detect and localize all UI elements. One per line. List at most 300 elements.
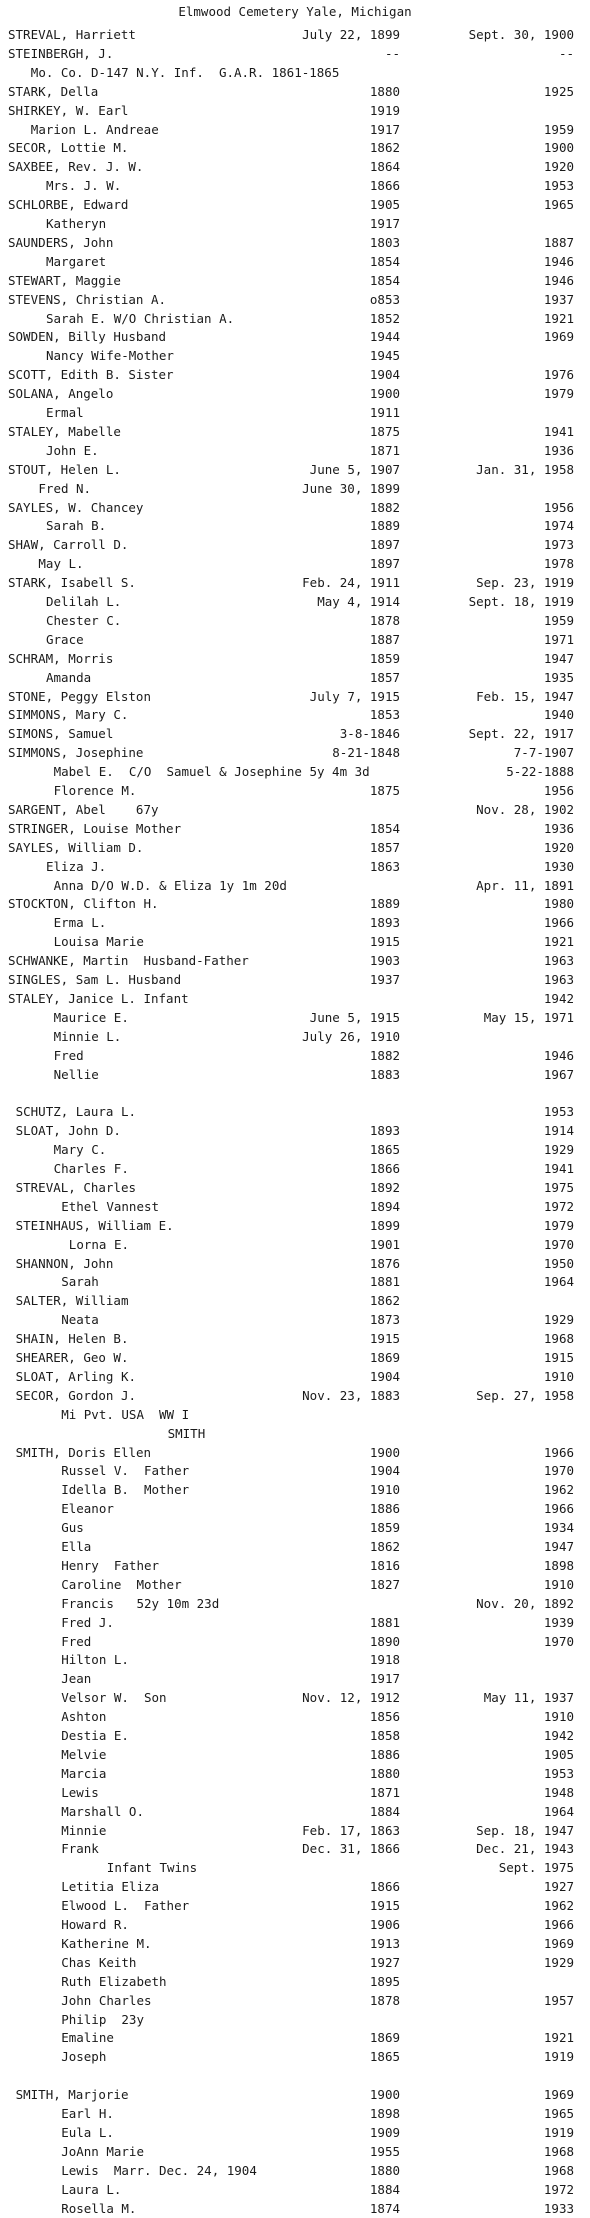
record-name: STEWART, Maggie bbox=[8, 272, 121, 288]
record-name: Marcia bbox=[61, 1765, 107, 1781]
record-death: Sep. 23, 1919 bbox=[476, 575, 574, 591]
record-birth: Nov. 12, 1912 bbox=[302, 1690, 400, 1706]
record-death: 1910 bbox=[543, 1368, 574, 1384]
record-death: 1919 bbox=[543, 2049, 574, 2065]
record-row bbox=[0, 1084, 590, 1102]
record-death: 1972 bbox=[543, 1198, 574, 1214]
record-birth: 1895 bbox=[369, 1973, 400, 1989]
record-name: SLOAT, Arling K. bbox=[15, 1368, 137, 1384]
record-death: 1956 bbox=[543, 499, 574, 515]
record-row bbox=[0, 763, 590, 781]
record-name: SECOR, Gordon J. bbox=[15, 1387, 137, 1403]
record-name: Marshall O. bbox=[61, 1803, 144, 1819]
record-row bbox=[0, 1444, 590, 1462]
record-birth: 1875 bbox=[369, 423, 400, 439]
record-name: Minnie bbox=[61, 1822, 107, 1838]
record-name: Infant Twins bbox=[106, 1860, 198, 1876]
record-row bbox=[0, 1009, 590, 1027]
record-death: 1966 bbox=[543, 1501, 574, 1517]
record-birth: 1915 bbox=[369, 1898, 400, 1914]
record-name: SMITH, Doris Ellen bbox=[15, 1444, 152, 1460]
record-name: Mo. Co. D-147 N.Y. Inf. G.A.R. 1861-1865 bbox=[30, 64, 340, 80]
record-name: SAYLES, W. Chancey bbox=[8, 499, 144, 515]
record-death: Feb. 15, 1947 bbox=[476, 688, 574, 704]
record-name: Mrs. J. W. bbox=[46, 178, 122, 194]
record-death: 1953 bbox=[543, 1104, 574, 1120]
record-name: Emaline bbox=[61, 2030, 114, 2046]
record-birth: 8-21-1848 bbox=[332, 745, 400, 761]
record-name: STOCKTON, Clifton H. bbox=[8, 896, 159, 912]
record-birth: 1886 bbox=[369, 1746, 400, 1762]
record-row bbox=[0, 1840, 590, 1858]
record-death: 1930 bbox=[543, 858, 574, 874]
record-row bbox=[0, 2067, 590, 2085]
record-birth: 1897 bbox=[369, 556, 400, 572]
record-name: Howard R. bbox=[61, 1917, 129, 1932]
record-death: 7-7-1907 bbox=[513, 745, 574, 761]
record-birth: 1893 bbox=[369, 1123, 400, 1139]
record-birth: 1918 bbox=[369, 1652, 400, 1668]
record-row bbox=[0, 1746, 590, 1764]
record-death: 1969 bbox=[543, 2087, 574, 2103]
record-death: 1900 bbox=[543, 140, 574, 156]
record-name: STEINBERGH, J. bbox=[8, 45, 114, 61]
record-row bbox=[0, 2105, 590, 2123]
record-row bbox=[0, 1217, 590, 1235]
record-row bbox=[0, 1765, 590, 1783]
record-death: Nov. 28, 1902 bbox=[476, 801, 574, 817]
record-row bbox=[0, 2086, 590, 2104]
record-birth: 1865 bbox=[369, 2049, 400, 2065]
record-row bbox=[0, 1481, 590, 1499]
record-death: 1927 bbox=[543, 1879, 574, 1895]
record-row bbox=[0, 1538, 590, 1556]
record-birth: 1890 bbox=[369, 1633, 400, 1649]
record-birth: 1869 bbox=[369, 1350, 400, 1365]
record-name: Erma L. bbox=[53, 915, 107, 931]
record-birth: 1827 bbox=[369, 1576, 400, 1592]
record-birth: 1911 bbox=[369, 405, 400, 420]
record-name: Laura L. bbox=[61, 2181, 122, 2197]
record-row bbox=[0, 555, 590, 573]
record-row bbox=[0, 461, 590, 479]
record-name: SHIRKEY, W. Earl bbox=[8, 102, 129, 118]
record-row bbox=[0, 1595, 590, 1613]
record-row bbox=[0, 820, 590, 838]
record-death: 1976 bbox=[543, 367, 574, 383]
record-death: 1953 bbox=[543, 1765, 574, 1781]
record-birth: 1944 bbox=[369, 329, 400, 345]
record-birth: 1915 bbox=[369, 1331, 400, 1347]
record-name: Neata bbox=[61, 1312, 99, 1328]
record-name: Ethel Vannest bbox=[61, 1198, 160, 1214]
record-birth: 1904 bbox=[369, 1368, 400, 1384]
record-name: STONE, Peggy Elston bbox=[8, 688, 151, 704]
record-row bbox=[0, 1198, 590, 1216]
record-name: Idella B. Mother bbox=[61, 1482, 190, 1498]
record-row bbox=[0, 1878, 590, 1896]
record-death: 1934 bbox=[543, 1520, 574, 1536]
record-birth: 1893 bbox=[369, 915, 400, 931]
record-row bbox=[0, 1689, 590, 1707]
record-name: SIMONS, Samuel bbox=[8, 726, 114, 742]
record-death: Sept. 30, 1900 bbox=[468, 27, 574, 42]
record-birth: 1903 bbox=[369, 953, 400, 969]
record-row bbox=[0, 1160, 590, 1178]
record-death: 1940 bbox=[543, 707, 574, 723]
record-row bbox=[0, 347, 590, 365]
record-row bbox=[0, 2181, 590, 2199]
record-row bbox=[0, 1576, 590, 1594]
record-row bbox=[0, 1916, 590, 1934]
record-name: SHAW, Carroll D. bbox=[8, 537, 129, 553]
record-row bbox=[0, 782, 590, 800]
record-name: STEVENS, Christian A. bbox=[8, 291, 167, 307]
record-name: STOUT, Helen L. bbox=[8, 461, 121, 477]
record-death: 1939 bbox=[543, 1614, 574, 1630]
record-birth: 1874 bbox=[369, 2200, 400, 2216]
record-row bbox=[0, 499, 590, 517]
record-death: 1968 bbox=[543, 2143, 574, 2159]
record-death: 1964 bbox=[543, 1803, 574, 1819]
record-row bbox=[0, 990, 590, 1008]
record-death: 1975 bbox=[543, 1179, 574, 1195]
record-birth: 1856 bbox=[369, 1709, 400, 1725]
record-name: SCHRAM, Morris bbox=[8, 650, 114, 666]
record-birth: 1913 bbox=[369, 1935, 400, 1951]
record-name: SIMMONS, Josephine bbox=[8, 745, 144, 761]
record-row bbox=[0, 121, 590, 139]
record-row bbox=[0, 2124, 590, 2142]
record-death: 1963 bbox=[543, 953, 574, 969]
record-death: 1920 bbox=[543, 839, 574, 855]
record-name: SMITH, Marjorie bbox=[15, 2087, 129, 2103]
record-name: Sarah bbox=[61, 1274, 99, 1290]
record-row bbox=[0, 952, 590, 970]
record-death: 1941 bbox=[543, 423, 574, 439]
record-death: 1970 bbox=[543, 1463, 574, 1479]
record-row bbox=[0, 1727, 590, 1745]
record-row bbox=[0, 1708, 590, 1726]
record-name: SCOTT, Edith B. Sister bbox=[8, 367, 174, 383]
record-name: Russel V. Father bbox=[61, 1463, 190, 1479]
record-death: 1898 bbox=[543, 1557, 574, 1573]
record-name: Caroline Mother bbox=[61, 1576, 182, 1592]
record-birth: 1875 bbox=[369, 783, 400, 798]
record-row bbox=[0, 1406, 590, 1424]
record-birth: 1803 bbox=[369, 234, 400, 250]
record-birth: 1871 bbox=[369, 442, 400, 458]
record-birth: 1852 bbox=[369, 310, 400, 326]
record-row bbox=[0, 102, 590, 120]
record-row bbox=[0, 26, 590, 44]
record-birth: 1878 bbox=[369, 612, 400, 628]
record-birth: July 22, 1899 bbox=[302, 27, 400, 42]
record-name: Amanda bbox=[46, 669, 92, 685]
record-birth: 1886 bbox=[369, 1501, 400, 1517]
record-death: Jan. 31, 1958 bbox=[476, 461, 574, 477]
record-name: Francis 52y 10m 23d bbox=[61, 1595, 220, 1611]
record-row bbox=[0, 1973, 590, 1991]
record-name: Margaret bbox=[46, 253, 107, 269]
record-name: SARGENT, Abel 67y bbox=[8, 801, 159, 817]
record-death: 1967 bbox=[543, 1066, 574, 1082]
record-death: 1950 bbox=[543, 1255, 574, 1271]
record-row bbox=[0, 1557, 590, 1575]
record-death: 1947 bbox=[543, 1539, 574, 1554]
record-row bbox=[0, 933, 590, 951]
record-name: Sarah E. W/O Christian A. bbox=[46, 310, 235, 326]
record-death: Sep. 18, 1947 bbox=[476, 1822, 574, 1838]
record-death: -- bbox=[558, 45, 574, 61]
record-name: Fred J. bbox=[61, 1614, 114, 1630]
record-row bbox=[0, 64, 590, 82]
record-name: Mary C. bbox=[53, 1142, 107, 1158]
record-birth: 1917 bbox=[369, 216, 400, 231]
record-name: Mabel E. C/O Samuel & Josephine 5y 4m 3d bbox=[53, 764, 370, 780]
record-row bbox=[0, 83, 590, 101]
record-name: Melvie bbox=[61, 1746, 107, 1762]
record-death: May 15, 1971 bbox=[483, 1009, 574, 1025]
record-name: Eula L. bbox=[61, 2124, 114, 2140]
record-row bbox=[0, 631, 590, 649]
record-name: Chester C. bbox=[46, 612, 122, 628]
record-name: SALTER, William bbox=[15, 1293, 129, 1309]
record-birth: 1900 bbox=[369, 1444, 400, 1460]
record-birth: 1917 bbox=[369, 1671, 400, 1687]
record-death: 5-22-1888 bbox=[506, 764, 574, 780]
record-name: May L. bbox=[38, 556, 84, 572]
record-row bbox=[0, 1935, 590, 1953]
record-death: 1969 bbox=[543, 329, 574, 345]
record-name: Maurice E. bbox=[53, 1009, 129, 1025]
record-row bbox=[0, 177, 590, 195]
record-death: 1978 bbox=[543, 556, 574, 572]
record-row bbox=[0, 1179, 590, 1197]
record-birth: 1854 bbox=[369, 272, 400, 288]
record-name: Grace bbox=[46, 631, 84, 647]
record-death: 1948 bbox=[543, 1784, 574, 1800]
record-row bbox=[0, 1236, 590, 1254]
record-birth: 1854 bbox=[369, 253, 400, 269]
record-row bbox=[0, 1859, 590, 1877]
record-row bbox=[0, 215, 590, 233]
record-birth: 1880 bbox=[369, 2162, 400, 2178]
record-death: 1964 bbox=[543, 1274, 574, 1290]
record-birth: 1882 bbox=[369, 499, 400, 515]
record-row bbox=[0, 744, 590, 762]
record-birth: Dec. 31, 1866 bbox=[302, 1841, 400, 1857]
record-death: 1925 bbox=[543, 83, 574, 99]
record-row bbox=[0, 2162, 590, 2180]
record-birth: 1865 bbox=[369, 1142, 400, 1158]
record-death: 1970 bbox=[543, 1633, 574, 1649]
record-row bbox=[0, 272, 590, 290]
record-birth: 1892 bbox=[369, 1179, 400, 1195]
record-death: 1929 bbox=[543, 1954, 574, 1970]
record-birth: 1859 bbox=[369, 1520, 400, 1536]
record-birth: 1869 bbox=[369, 2030, 400, 2046]
record-death: 1966 bbox=[543, 1444, 574, 1460]
record-name: John E. bbox=[46, 442, 99, 458]
record-row bbox=[0, 669, 590, 687]
record-name: STALEY, Mabelle bbox=[8, 423, 121, 439]
record-row bbox=[0, 1633, 590, 1651]
record-row bbox=[0, 801, 590, 819]
record-row bbox=[0, 1349, 590, 1367]
record-name: Fred bbox=[61, 1633, 92, 1649]
record-row bbox=[0, 423, 590, 441]
record-birth: o853 bbox=[369, 291, 400, 307]
record-row bbox=[0, 1897, 590, 1915]
record-row bbox=[0, 1784, 590, 1802]
record-death: 1979 bbox=[543, 386, 574, 402]
record-birth: 1880 bbox=[369, 83, 400, 99]
record-row bbox=[0, 1330, 590, 1348]
record-name: Destia E. bbox=[61, 1728, 129, 1743]
record-row bbox=[0, 1425, 590, 1443]
record-name: Frank bbox=[61, 1841, 99, 1857]
record-birth: 1884 bbox=[369, 2181, 400, 2197]
record-name: SLOAT, John D. bbox=[15, 1123, 121, 1139]
record-name: Philip 23y bbox=[61, 2011, 144, 2027]
record-birth: 1904 bbox=[369, 1463, 400, 1479]
record-row bbox=[0, 2048, 590, 2066]
record-row bbox=[0, 1992, 590, 2010]
record-birth: 1876 bbox=[369, 1255, 400, 1271]
record-death: 1914 bbox=[543, 1123, 574, 1139]
record-birth: 1857 bbox=[369, 839, 400, 855]
record-row bbox=[0, 895, 590, 913]
record-death: 1979 bbox=[543, 1217, 574, 1233]
record-row bbox=[0, 574, 590, 592]
record-death: 1921 bbox=[543, 2030, 574, 2046]
record-row bbox=[0, 442, 590, 460]
record-birth: 1894 bbox=[369, 1198, 400, 1214]
record-death: 1956 bbox=[543, 783, 574, 798]
record-birth: 1900 bbox=[369, 386, 400, 402]
record-birth: 1878 bbox=[369, 1992, 400, 2008]
record-death: 1920 bbox=[543, 159, 574, 175]
record-row bbox=[0, 1822, 590, 1840]
record-name: Katheryn bbox=[46, 216, 107, 231]
record-death: 1953 bbox=[543, 178, 574, 194]
record-death: 1959 bbox=[543, 121, 574, 137]
record-name: STARK, Della bbox=[8, 83, 99, 99]
record-name: Louisa Marie bbox=[53, 934, 144, 950]
record-death: Sept. 1975 bbox=[498, 1860, 574, 1876]
record-row bbox=[0, 1954, 590, 1972]
record-death: 1968 bbox=[543, 1331, 574, 1347]
record-death: Sep. 27, 1958 bbox=[476, 1387, 574, 1403]
record-row bbox=[0, 1292, 590, 1310]
record-name: Ashton bbox=[61, 1709, 107, 1725]
record-name: SHEARER, Geo W. bbox=[15, 1350, 129, 1365]
record-birth: 1937 bbox=[369, 972, 400, 987]
record-death: 1929 bbox=[543, 1312, 574, 1328]
record-death: 1936 bbox=[543, 820, 574, 836]
record-row bbox=[0, 536, 590, 554]
record-row bbox=[0, 45, 590, 63]
record-row bbox=[0, 877, 590, 895]
record-name: SOWDEN, Billy Husband bbox=[8, 329, 167, 345]
record-row bbox=[0, 404, 590, 422]
record-birth: 1866 bbox=[369, 1879, 400, 1895]
record-death: 1919 bbox=[543, 2124, 574, 2140]
record-birth: 1910 bbox=[369, 1482, 400, 1498]
record-birth: 1816 bbox=[369, 1557, 400, 1573]
record-death: 1910 bbox=[543, 1709, 574, 1725]
record-name: SIMMONS, Mary C. bbox=[8, 707, 129, 723]
record-birth: 1897 bbox=[369, 537, 400, 553]
record-row bbox=[0, 2011, 590, 2029]
record-death: 1936 bbox=[543, 442, 574, 458]
record-death: 1957 bbox=[543, 1992, 574, 2008]
record-row bbox=[0, 253, 590, 271]
record-name: Katherine M. bbox=[61, 1935, 152, 1951]
record-birth: May 4, 1914 bbox=[317, 594, 400, 609]
record-name: Eleanor bbox=[61, 1501, 114, 1517]
record-name: Henry Father bbox=[61, 1557, 160, 1573]
record-name: Eliza J. bbox=[46, 858, 107, 874]
record-death: 1969 bbox=[543, 1935, 574, 1951]
record-death: 1933 bbox=[543, 2200, 574, 2216]
record-name: SAXBEE, Rev. J. W. bbox=[8, 159, 144, 175]
record-name: STARK, Isabell S. bbox=[8, 575, 136, 591]
record-birth: 1857 bbox=[369, 669, 400, 685]
record-name: Gus bbox=[61, 1520, 84, 1536]
record-death: 1966 bbox=[543, 1917, 574, 1932]
record-row bbox=[0, 593, 590, 611]
record-row bbox=[0, 1047, 590, 1065]
record-name: SCHUTZ, Laura L. bbox=[15, 1104, 137, 1120]
record-name: SMITH bbox=[167, 1425, 206, 1441]
record-row bbox=[0, 1670, 590, 1688]
record-birth: July 26, 1910 bbox=[302, 1028, 400, 1044]
record-birth: 1900 bbox=[369, 2087, 400, 2103]
record-row bbox=[0, 1519, 590, 1537]
record-death: 1941 bbox=[543, 1161, 574, 1176]
record-row bbox=[0, 517, 590, 535]
record-birth: 1873 bbox=[369, 1312, 400, 1328]
record-birth: 1909 bbox=[369, 2124, 400, 2140]
record-name: Delilah L. bbox=[46, 594, 122, 609]
record-row bbox=[0, 858, 590, 876]
record-birth: 1901 bbox=[369, 1236, 400, 1252]
record-death: 1937 bbox=[543, 291, 574, 307]
record-name: Ella bbox=[61, 1539, 92, 1554]
record-name: Florence M. bbox=[53, 783, 137, 798]
record-death: 1971 bbox=[543, 631, 574, 647]
record-birth: June 30, 1899 bbox=[302, 480, 400, 496]
record-death: 1942 bbox=[543, 1728, 574, 1743]
record-row bbox=[0, 1255, 590, 1273]
record-birth: 1862 bbox=[369, 1293, 400, 1309]
record-death: 1962 bbox=[543, 1482, 574, 1498]
record-birth: 1862 bbox=[369, 140, 400, 156]
record-row bbox=[0, 725, 590, 743]
record-birth: Nov. 23, 1883 bbox=[302, 1387, 400, 1403]
record-death: Sept. 18, 1919 bbox=[468, 594, 574, 609]
record-death: 1935 bbox=[543, 669, 574, 685]
record-birth: 1945 bbox=[369, 348, 400, 364]
record-name: STREVAL, Harriett bbox=[8, 27, 136, 42]
record-birth: -- bbox=[384, 45, 400, 61]
record-name: STEINHAUS, William E. bbox=[15, 1217, 174, 1233]
record-name: Anna D/O W.D. & Eliza 1y 1m 20d bbox=[53, 877, 287, 893]
record-row bbox=[0, 158, 590, 176]
record-name: Minnie L. bbox=[53, 1028, 122, 1044]
